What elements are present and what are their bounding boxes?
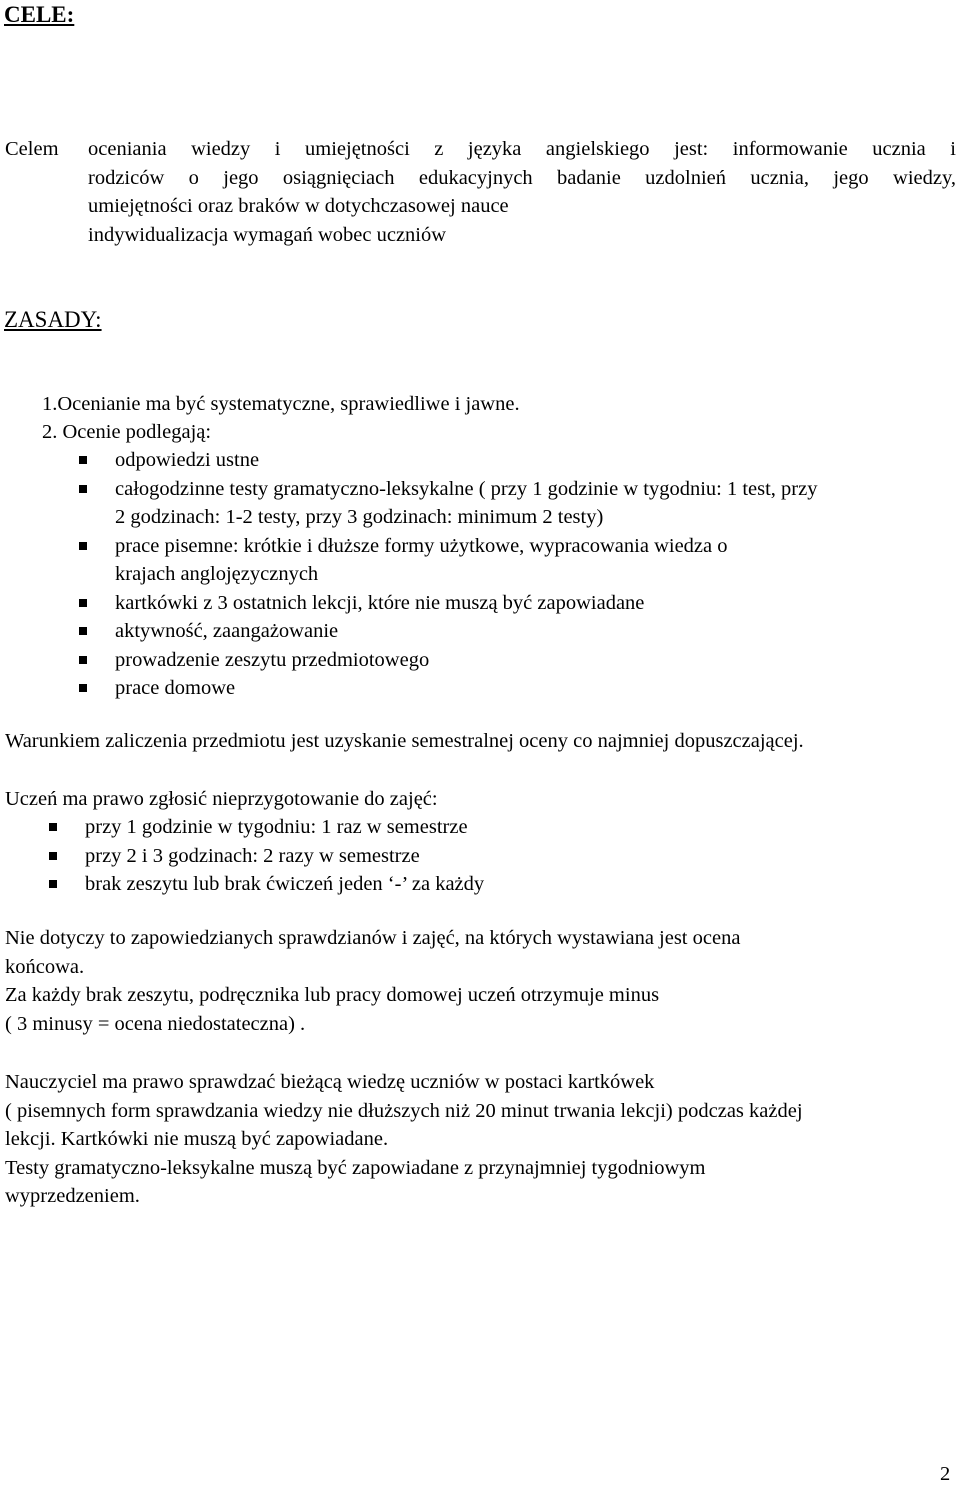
text-line: Za każdy brak zeszytu, podręcznika lub pracy domowej uczeń otrzymuje minus [5,984,660,1006]
square-bullet-icon [79,485,87,493]
text-line: Testy gramatyczno-leksykalne muszą być zapowiadane z przynajmniej tygodniowym [5,1156,706,1179]
list-item-text: kartkówki z 3 ostatnich lekcji, które nie muszą być zapowiadane [115,591,645,614]
list-item [79,646,818,675]
list-item [79,589,818,618]
text-line: ( pisemnych form sprawdzania wiedzy nie dłuższych niż 20 minut trwania lekcji) podczas każdej [5,1099,803,1122]
square-bullet-icon [79,542,87,550]
list-item-text: prace pisemne: krótkie i dłuższe formy użytkowe, wypracowania wiedza o [115,534,728,557]
square-bullet-icon [49,880,57,888]
unprepared-list [49,813,484,899]
rule-1: 1.Ocenianie ma być systematyczne, sprawiedliwe i jawne. [42,393,520,415]
text-line: Nauczyciel ma prawo sprawdzać bieżącą wiedzę uczniów w postaci kartkówek [5,1071,655,1093]
unprepared-intro: Uczeń ma prawo zgłosić nieprzygotowanie do zajęć: [5,788,438,810]
text-line: ( 3 minusy = ocena niedostateczna) . [5,1012,306,1035]
square-bullet-icon [79,627,87,635]
list-item-text: odpowiedzi ustne [115,449,260,471]
list-item-text: prowadzenie zeszytu przedmiotowego [115,648,430,671]
list-item [49,813,484,842]
grading-list [79,446,818,703]
list-item-continuation [79,503,818,532]
celem-paragraph [88,135,956,249]
square-bullet-icon [79,456,87,464]
celem-line: oceniania wiedzy i umiejętności z języka angielskiego jest: informowanie ucznia i [88,138,956,160]
list-item [49,870,484,899]
list-item [79,446,818,475]
text-line: końcowa. [5,955,85,978]
cele-heading: CELE: [4,2,75,27]
square-bullet-icon [79,684,87,692]
rule-2: 2. Ocenie podlegają: [42,421,212,443]
list-item-text: przy 1 godzinie w tygodniu: 1 raz w semestrze [85,816,468,838]
page-number: 2 [940,1463,951,1485]
text-line: lekcji. Kartkówki nie muszą być zapowiadane. [5,1128,389,1150]
list-item [49,842,484,871]
celem-line: rodziców o jego osiągnięciach edukacyjnych badanie uzdolnień ucznia, jego wiedzy, [88,166,956,189]
teacher-paragraph [5,1068,803,1211]
square-bullet-icon [49,823,57,831]
not-apply-paragraph [5,924,740,1038]
list-item-text: całogodzinne testy gramatyczno-leksykalne ( przy 1 godzinie w tygodniu: 1 test, przy [115,477,818,500]
list-item-text: brak zeszytu lub brak ćwiczeń jeden ‘-’ za każdy [85,873,485,895]
text-line: Nie dotyczy to zapowiedzianych sprawdzianów i zajęć, na których wystawiana jest ocena [5,927,741,949]
text-line: wyprzedzeniem. [5,1185,140,1207]
list-item [79,617,818,646]
celem-line: indywidualizacja wymagań wobec uczniów [88,223,447,246]
list-item [79,674,818,703]
list-item-text: aktywność, zaangażowanie [115,620,339,642]
square-bullet-icon [79,656,87,664]
list-item-continuation [79,560,818,589]
passing-condition: Warunkiem zaliczenia przedmiotu jest uzyskanie semestralnej oceny co najmniej dopuszczającej. [5,730,804,752]
list-item [79,532,818,561]
list-item [79,475,818,504]
list-item-text: prace domowe [115,677,236,699]
zasady-heading: ZASADY: [4,307,102,332]
celem-word: Celem [5,138,59,160]
celem-line: umiejętności oraz braków w dotychczasowej nauce [88,195,509,217]
list-item-text: przy 2 i 3 godzinach: 2 razy w semestrze [85,844,420,867]
square-bullet-icon [49,852,57,860]
list-item-text: krajach anglojęzycznych [115,563,319,585]
square-bullet-icon [79,599,87,607]
list-item-text: 2 godzinach: 1-2 testy, przy 3 godzinach: minimum 2 testy) [115,506,604,528]
